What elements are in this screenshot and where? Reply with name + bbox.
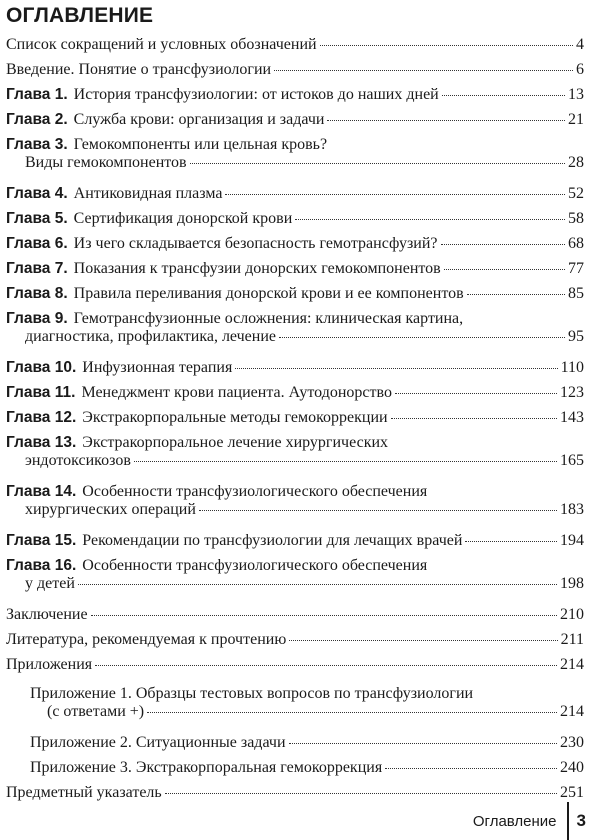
dot-leader bbox=[441, 244, 565, 245]
toc-entry-title: Экстракорпоральные методы гемокоррекции bbox=[82, 409, 388, 426]
toc-page-number: 77 bbox=[568, 260, 584, 277]
toc-entry[interactable] bbox=[6, 185, 584, 210]
dot-leader bbox=[444, 269, 565, 270]
toc-page-number: 68 bbox=[568, 235, 584, 252]
toc-page-number: 58 bbox=[568, 210, 584, 227]
dot-leader bbox=[274, 70, 573, 71]
dot-leader bbox=[295, 219, 565, 220]
toc-page-number: 110 bbox=[560, 359, 584, 376]
toc-page-number: 214 bbox=[560, 703, 584, 720]
toc-page-number: 52 bbox=[568, 185, 584, 202]
chapter-number: Глава 11. bbox=[6, 384, 76, 401]
dot-leader bbox=[165, 793, 557, 794]
toc-entry-title: Заключение bbox=[6, 606, 88, 623]
toc-page-number: 85 bbox=[568, 285, 584, 302]
toc-entry-title: Введение. Понятие о трансфузиологии bbox=[6, 61, 272, 78]
toc-entry-title: Экстракорпоральное лечение хирургических bbox=[82, 434, 389, 451]
toc-page-number: 240 bbox=[560, 759, 584, 776]
toc-entry-title: у детей bbox=[25, 575, 75, 592]
toc-entry-title: эндотоксикозов bbox=[25, 452, 131, 469]
toc-page-number: 28 bbox=[568, 154, 584, 171]
toc-entry-title: Литература, рекомендуемая к прочтению bbox=[6, 631, 287, 648]
toc-page-number: 123 bbox=[560, 384, 584, 401]
toc-page-number: 214 bbox=[560, 656, 584, 673]
dot-leader bbox=[279, 337, 565, 338]
dot-leader bbox=[190, 163, 565, 164]
toc-entry[interactable] bbox=[6, 759, 584, 784]
dot-leader bbox=[289, 743, 557, 744]
toc-entry-title: Гемокомпоненты или цельная кровь? bbox=[73, 136, 328, 153]
toc-entry[interactable] bbox=[6, 434, 584, 483]
toc-entry-title: Сертификация донорской крови bbox=[73, 210, 293, 227]
toc-entry-title: Из чего складывается безопасность гемотрансфузий? bbox=[73, 235, 438, 252]
dot-leader bbox=[442, 95, 565, 96]
toc-entry[interactable] bbox=[6, 656, 584, 681]
toc-entry[interactable] bbox=[6, 210, 584, 235]
dot-leader bbox=[465, 541, 557, 542]
footer-divider bbox=[567, 802, 569, 840]
toc-page-number: 95 bbox=[568, 328, 584, 345]
chapter-number: Глава 7. bbox=[6, 260, 68, 277]
toc-entry[interactable] bbox=[6, 260, 584, 285]
toc-page-number: 21 bbox=[568, 111, 584, 128]
chapter-number: Глава 16. bbox=[6, 557, 77, 574]
toc-page-number: 210 bbox=[560, 606, 584, 623]
toc-entry-title: Показания к трансфузии донорских гемокомпонентов bbox=[73, 260, 441, 277]
dot-leader bbox=[78, 584, 557, 585]
chapter-number: Глава 2. bbox=[6, 111, 68, 128]
dot-leader bbox=[385, 768, 557, 769]
chapter-number: Глава 8. bbox=[6, 285, 68, 302]
dot-leader bbox=[467, 294, 565, 295]
dot-leader bbox=[327, 120, 565, 121]
toc-entry-title: Предметный указатель bbox=[6, 784, 162, 801]
toc-page-number: 211 bbox=[560, 631, 584, 648]
toc-entry-title: диагностика, профилактика, лечение bbox=[25, 328, 277, 345]
toc-page-number: 198 bbox=[560, 575, 584, 592]
toc-entry-title: Инфузионная терапия bbox=[82, 359, 233, 376]
toc-page-number: 194 bbox=[560, 532, 584, 549]
toc-entry-title: Приложение 2. Ситуационные задачи bbox=[30, 734, 286, 751]
toc-entry-title: Менеджмент крови пациента. Аутодонорство bbox=[81, 384, 392, 401]
dot-leader bbox=[225, 194, 565, 195]
toc-entry[interactable] bbox=[6, 532, 584, 557]
toc-entry-title: Рекомендации по трансфузиологии для лечащих врачей bbox=[82, 532, 463, 549]
toc-entry[interactable] bbox=[6, 61, 584, 86]
toc-entry-title: Приложения bbox=[6, 656, 93, 673]
toc-entry-title: хирургических операций bbox=[25, 501, 196, 518]
toc-entry[interactable] bbox=[6, 483, 584, 532]
toc-entry-title: Список сокращений и условных обозначений bbox=[6, 36, 317, 53]
footer-section-label: Оглавление bbox=[472, 812, 557, 830]
table-of-contents bbox=[6, 36, 584, 809]
chapter-number: Глава 15. bbox=[6, 532, 77, 549]
dot-leader bbox=[395, 393, 557, 394]
toc-entry[interactable] bbox=[6, 606, 584, 631]
page-title: ОГЛАВЛЕНИЕ bbox=[6, 4, 154, 27]
toc-entry-title: Приложение 1. Образцы тестовых вопросов по трансфузиологии bbox=[30, 685, 474, 702]
dot-leader bbox=[147, 712, 557, 713]
chapter-number: Глава 14. bbox=[6, 483, 77, 500]
chapter-number: Глава 6. bbox=[6, 235, 68, 252]
toc-entry[interactable] bbox=[6, 631, 584, 656]
dot-leader bbox=[235, 368, 557, 369]
toc-page-number: 251 bbox=[560, 784, 584, 801]
toc-entry[interactable] bbox=[6, 310, 584, 359]
toc-entry[interactable] bbox=[6, 235, 584, 260]
toc-page-number: 165 bbox=[560, 452, 584, 469]
toc-entry[interactable] bbox=[6, 136, 584, 185]
toc-entry[interactable] bbox=[6, 86, 584, 111]
dot-leader bbox=[320, 45, 573, 46]
toc-entry-title: Антиковидная плазма bbox=[73, 185, 223, 202]
toc-entry-title: Служба крови: организация и задачи bbox=[73, 111, 325, 128]
dot-leader bbox=[134, 461, 557, 462]
chapter-number: Глава 3. bbox=[6, 136, 68, 153]
toc-entry-title: Правила переливания донорской крови и ее компонентов bbox=[73, 285, 464, 302]
toc-entry-title: Виды гемокомпонентов bbox=[25, 154, 187, 171]
toc-entry[interactable] bbox=[6, 685, 584, 734]
chapter-number: Глава 1. bbox=[6, 86, 68, 103]
toc-page-number: 143 bbox=[560, 409, 584, 426]
toc-page-number: 4 bbox=[576, 36, 584, 53]
toc-page-number: 183 bbox=[560, 501, 584, 518]
toc-page-number: 13 bbox=[568, 86, 584, 103]
toc-entry[interactable] bbox=[6, 384, 584, 409]
chapter-number: Глава 10. bbox=[6, 359, 77, 376]
toc-entry[interactable] bbox=[6, 111, 584, 136]
footer-page-number: 3 bbox=[576, 811, 586, 830]
toc-entry[interactable] bbox=[6, 36, 584, 61]
dot-leader bbox=[95, 665, 557, 666]
toc-entry[interactable] bbox=[6, 359, 584, 384]
chapter-number: Глава 13. bbox=[6, 434, 77, 451]
toc-entry-title: Приложение 3. Экстракорпоральная гемокоррекция bbox=[30, 759, 383, 776]
chapter-number: Глава 12. bbox=[6, 409, 77, 426]
toc-entry[interactable] bbox=[6, 285, 584, 310]
toc-entry[interactable] bbox=[6, 557, 584, 606]
running-footer bbox=[458, 802, 598, 840]
dot-leader bbox=[199, 510, 557, 511]
dot-leader bbox=[391, 418, 557, 419]
toc-entry-title: (с ответами +) bbox=[47, 703, 145, 720]
toc-entry-title: История трансфузиологии: от истоков до наших дней bbox=[73, 86, 439, 103]
chapter-number: Глава 4. bbox=[6, 185, 68, 202]
dot-leader bbox=[91, 615, 557, 616]
chapter-number: Глава 9. bbox=[6, 310, 68, 327]
toc-entry-title: Особенности трансфузиологического обеспечения bbox=[82, 483, 428, 500]
toc-entry-title: Гемотрансфузионные осложнения: клиническая картина, bbox=[73, 310, 464, 327]
toc-entry-title: Особенности трансфузиологического обеспечения bbox=[82, 557, 428, 574]
toc-entry[interactable] bbox=[6, 409, 584, 434]
chapter-number: Глава 5. bbox=[6, 210, 68, 227]
dot-leader bbox=[289, 640, 557, 641]
toc-page-number: 230 bbox=[560, 734, 584, 751]
toc-page-number: 6 bbox=[576, 61, 584, 78]
toc-entry[interactable] bbox=[6, 734, 584, 759]
